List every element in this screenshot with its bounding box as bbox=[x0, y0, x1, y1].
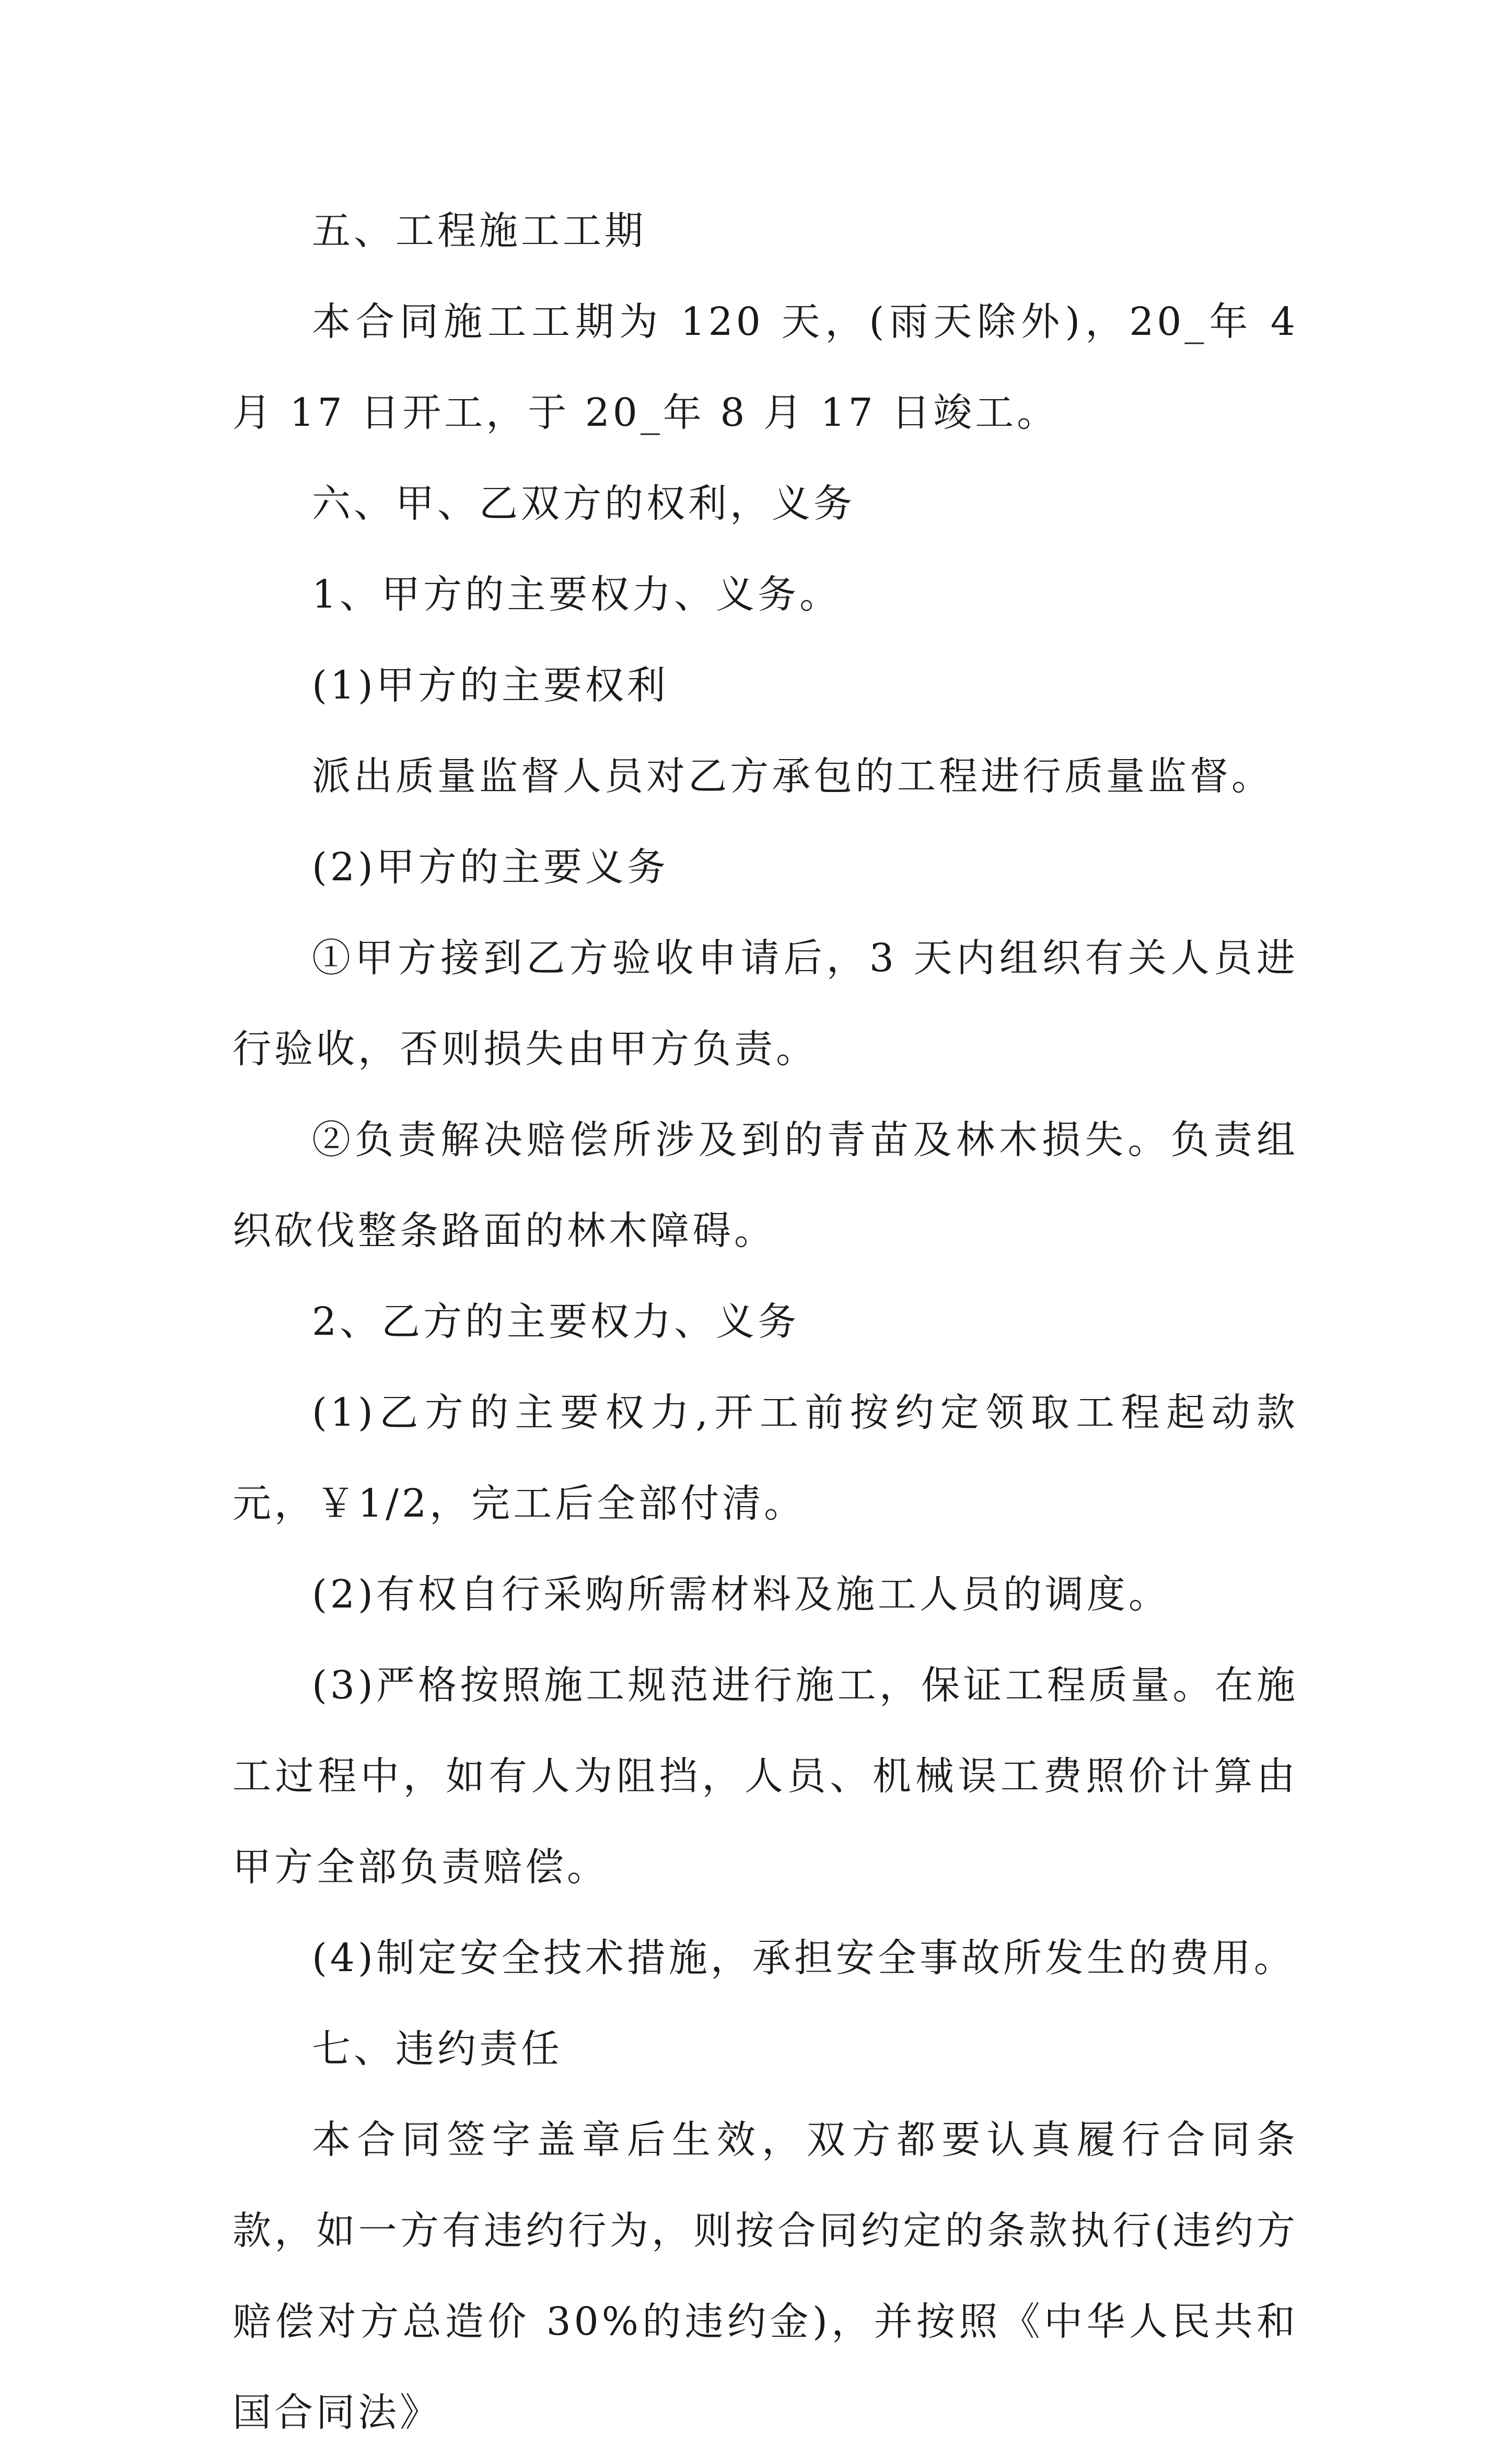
section-heading-construction-period: 五、工程施工工期 bbox=[312, 208, 646, 253]
paragraph-party-b-item-3: (3)严格按照施工规范进行施工，保证工程质量。在施工过程中，如有人为阻挡，人员、机械误工费照价计算由甲方全部负责赔偿。 bbox=[232, 1663, 1298, 1890]
paragraph-party-a-obligation-2: ②负责解决赔偿所涉及到的青苗及林木损失。负责组织砍伐整条路面的林木障碍。 bbox=[232, 1117, 1298, 1253]
paragraph-party-a-obligation-1: ①甲方接到乙方验收申请后，3 天内组织有关人员进行验收，否则损失由甲方负责。 bbox=[232, 936, 1298, 1071]
item-party-a-obligations-title: (2)甲方的主要义务 bbox=[312, 845, 669, 890]
paragraph-party-b-item-2: (2)有权自行采购所需材料及施工人员的调度。 bbox=[312, 1572, 1170, 1617]
section-heading-breach-liability: 七、违约责任 bbox=[312, 2026, 563, 2071]
paragraph-breach-liability: 本合同签字盖章后生效，双方都要认真履行合同条款，如一方有违约行为，则按合同约定的条款执行(违约方赔偿对方总造价 30%的违约金)，并按照《中华人民共和国合同法》 bbox=[232, 2117, 1298, 2435]
section-heading-rights-obligations: 六、甲、乙双方的权利，义务 bbox=[312, 481, 855, 526]
paragraph-party-a-rights: 派出质量监督人员对乙方承包的工程进行质量监督。 bbox=[312, 754, 1273, 799]
paragraph-construction-period: 本合同施工工期为 120 天，(雨天除外)，20_年 4 月 17 日开工，于 20_年 8 月 17 日竣工。 bbox=[232, 299, 1298, 435]
subheading-party-b: 2、乙方的主要权力、义务 bbox=[312, 1299, 800, 1344]
subheading-party-a: 1、甲方的主要权力、义务。 bbox=[312, 572, 842, 617]
paragraph-party-b-item-1: (1)乙方的主要权力,开工前按约定领取工程起动款 元，￥1/2，完工后全部付清。 bbox=[232, 1390, 1298, 1526]
document-body bbox=[232, 185, 1298, 2458]
paragraph-party-b-item-4: (4)制定安全技术措施，承担安全事故所发生的费用。 bbox=[312, 1936, 1296, 1981]
item-party-a-rights-title: (1)甲方的主要权利 bbox=[312, 663, 669, 708]
